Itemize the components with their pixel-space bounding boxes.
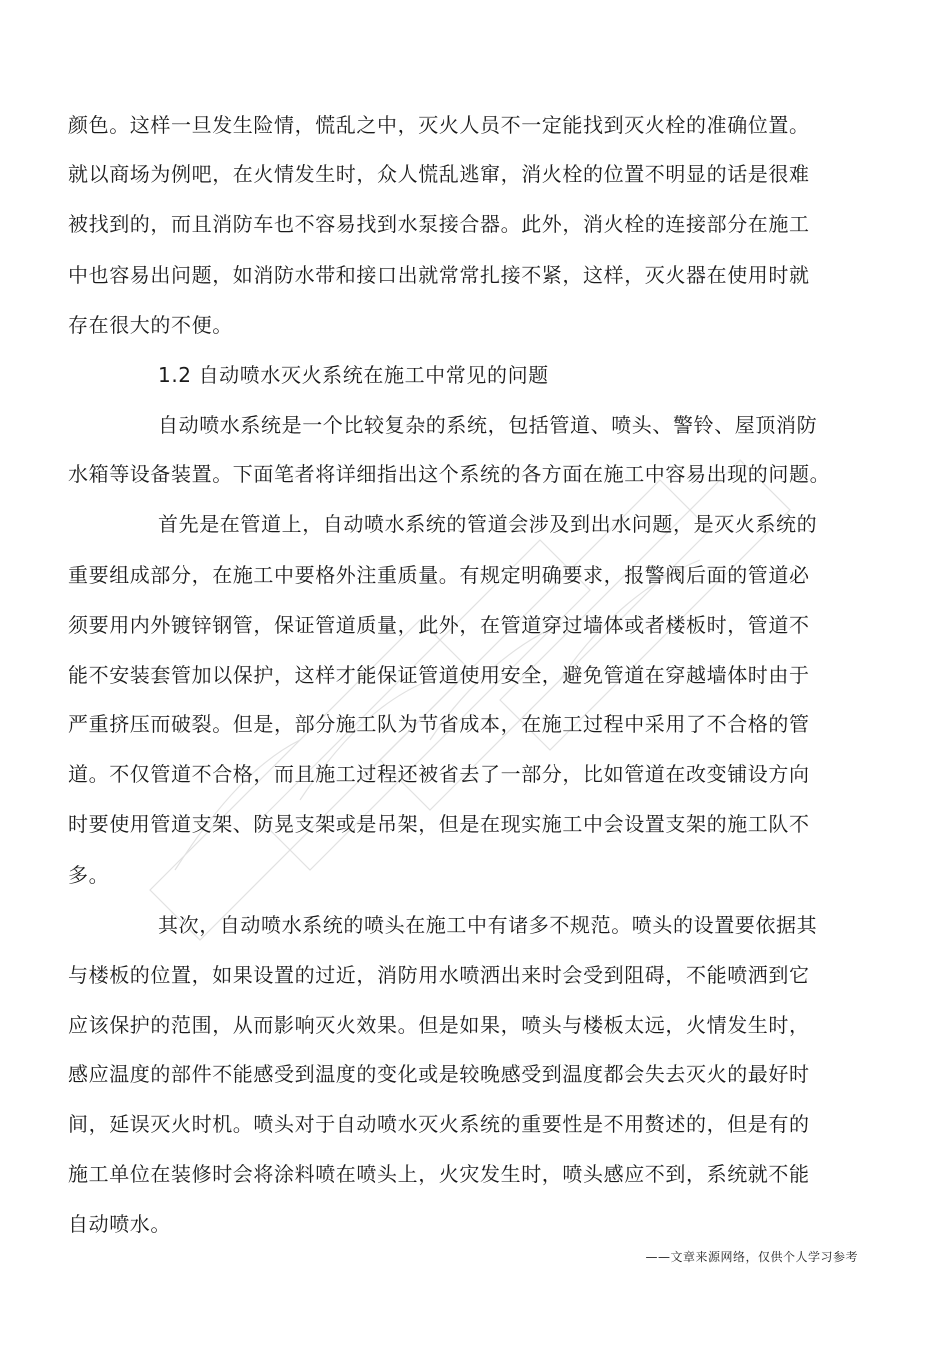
text-line: 感应温度的部件不能感受到温度的变化或是较晚感受到温度都会失去灭火的最好时 — [68, 1062, 810, 1086]
text-line: 自动喷水。 — [68, 1212, 171, 1236]
text-line: 严重挤压而破裂。但是，部分施工队为节省成本，在施工过程中采用了不合格的管 — [68, 712, 810, 736]
text-line: 自动喷水系统是一个比较复杂的系统，包括管道、喷头、警铃、屋顶消防 — [158, 413, 818, 437]
text-line: 能不安装套管加以保护，这样才能保证管道使用安全，避免管道在穿越墙体时由于 — [68, 663, 810, 687]
section-heading: 1.2 自动喷水灭火系统在施工中常见的问题 — [158, 363, 549, 387]
text-line: 道。不仅管道不合格，而且施工过程还被省去了一部分，比如管道在改变铺设方向 — [68, 762, 810, 786]
text-line: 其次，自动喷水系统的喷头在施工中有诸多不规范。喷头的设置要依据其 — [158, 913, 818, 937]
text-line: 须要用内外镀锌钢管，保证管道质量，此外，在管道穿过墙体或者楼板时，管道不 — [68, 613, 810, 637]
text-line: 被找到的，而且消防车也不容易找到水泵接合器。此外，消火栓的连接部分在施工 — [68, 212, 810, 236]
text-line: 水箱等设备装置。下面笔者将详细指出这个系统的各方面在施工中容易出现的问题。 — [68, 462, 831, 486]
text-line: 中也容易出问题，如消防水带和接口出就常常扎接不紧，这样，灭火器在使用时就 — [68, 263, 810, 287]
footer-note: ——文章来源网络，仅供个人学习参考 — [645, 1250, 858, 1264]
text-line: 多。 — [68, 863, 110, 887]
text-line: 时要使用管道支架、防晃支架或是吊架，但是在现实施工中会设置支架的施工队不 — [68, 812, 810, 836]
text-line: 存在很大的不便。 — [68, 313, 233, 337]
text-line: 间，延误灭火时机。喷头对于自动喷水灭火系统的重要性是不用赘述的，但是有的 — [68, 1112, 810, 1136]
text-line: 颜色。这样一旦发生险情，慌乱之中，灭火人员不一定能找到灭火栓的准确位置。 — [68, 113, 810, 137]
text-line: 就以商场为例吧，在火情发生时，众人慌乱逃窜，消火栓的位置不明显的话是很难 — [68, 162, 810, 186]
text-line: 首先是在管道上，自动喷水系统的管道会涉及到出水问题，是灭火系统的 — [158, 512, 818, 536]
text-line: 与楼板的位置，如果设置的过近，消防用水喷洒出来时会受到阻碍，不能喷洒到它 — [68, 963, 810, 987]
text-line: 重要组成部分，在施工中要格外注重质量。有规定明确要求，报警阀后面的管道必 — [68, 563, 810, 587]
text-line: 施工单位在装修时会将涂料喷在喷头上，火灾发生时，喷头感应不到，系统就不能 — [68, 1162, 810, 1186]
text-line: 应该保护的范围，从而影响灭火效果。但是如果，喷头与楼板太远，火情发生时， — [68, 1013, 810, 1037]
